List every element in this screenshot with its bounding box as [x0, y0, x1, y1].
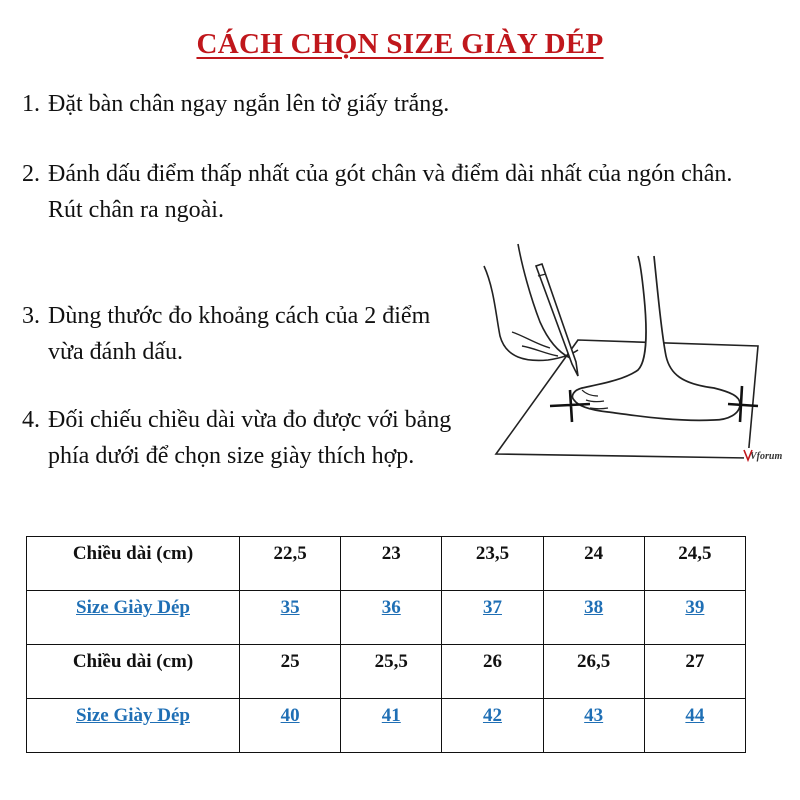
size-link[interactable]: 35 — [240, 591, 341, 645]
size-link[interactable]: 41 — [341, 699, 442, 753]
size-link[interactable]: 36 — [341, 591, 442, 645]
pencil — [536, 264, 578, 376]
length-cell: 24 — [543, 537, 644, 591]
table-row — [27, 645, 746, 699]
step-3 — [22, 298, 462, 370]
step-4 — [22, 402, 462, 474]
length-cell: 24,5 — [644, 537, 745, 591]
size-link[interactable]: 43 — [543, 699, 644, 753]
size-link[interactable]: 38 — [543, 591, 644, 645]
hand-outline — [484, 266, 578, 360]
length-cell: 23,5 — [442, 537, 543, 591]
foot-measuring-icon — [478, 236, 800, 468]
step-number: 2. — [22, 161, 40, 187]
step-text: Đối chiếu chiều dài vừa đo được với bảng phía dưới để chọn size giày thích hợp. — [48, 407, 452, 469]
length-cell: 25,5 — [341, 645, 442, 699]
row-label-link[interactable]: Size Giày Dép — [27, 699, 240, 753]
length-cell: 23 — [341, 537, 442, 591]
table-row — [27, 537, 746, 591]
foot-measuring-illustration — [478, 236, 800, 468]
size-chart-table — [26, 536, 746, 753]
row-label: Chiều dài (cm) — [27, 537, 240, 591]
length-cell: 22,5 — [240, 537, 341, 591]
length-cell: 26 — [442, 645, 543, 699]
watermark: Vforum — [750, 451, 783, 462]
row-label: Chiều dài (cm) — [27, 645, 240, 699]
page-title: CÁCH CHỌN SIZE GIÀY DÉP — [196, 28, 604, 60]
size-link[interactable]: 44 — [644, 699, 745, 753]
step-number: 4. — [22, 407, 40, 433]
step-1 — [22, 86, 762, 122]
length-cell: 26,5 — [543, 645, 644, 699]
size-link[interactable]: 42 — [442, 699, 543, 753]
table-row — [27, 699, 746, 753]
size-link[interactable]: 37 — [442, 591, 543, 645]
size-link[interactable]: 39 — [644, 591, 745, 645]
length-cell: 25 — [240, 645, 341, 699]
row-label-link[interactable]: Size Giày Dép — [27, 591, 240, 645]
size-link[interactable]: 40 — [240, 699, 341, 753]
step-text: Đặt bàn chân ngay ngắn lên tờ giấy trắng. — [48, 91, 450, 117]
step-2 — [22, 156, 762, 228]
step-text: Đánh dấu điểm thấp nhất của gót chân và điểm dài nhất của ngón chân. Rút chân ra ngoài. — [48, 161, 733, 223]
length-cell: 27 — [644, 645, 745, 699]
table-row — [27, 591, 746, 645]
step-text: Dùng thước đo khoảng cách của 2 điểm vừa đánh dấu. — [48, 303, 431, 365]
step-number: 1. — [22, 91, 40, 117]
step-number: 3. — [22, 303, 40, 329]
